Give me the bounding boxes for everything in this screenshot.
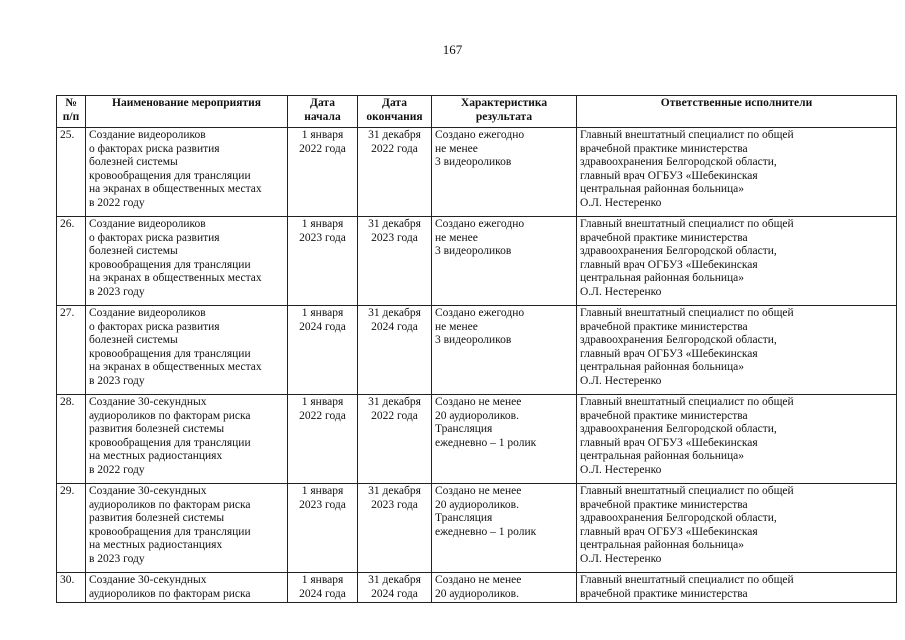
text-line: о факторах риска развития	[89, 142, 220, 155]
text-line: болезней системы	[89, 156, 178, 169]
text-line: 2024 года	[371, 587, 418, 600]
table-row	[57, 484, 897, 573]
responsible-cell	[577, 484, 897, 573]
text-line: главный врач ОГБУЗ «Шебекинская	[580, 436, 758, 449]
text-line: 3 видеороликов	[435, 156, 512, 169]
text-line: болезней системы	[89, 245, 178, 258]
text-line: Создано не менее	[435, 574, 522, 586]
text-line: Трансляция	[435, 512, 493, 525]
header-result	[432, 96, 577, 128]
table-body	[57, 128, 897, 603]
end-date-cell	[358, 306, 432, 395]
text-line: 31 декабря	[368, 485, 421, 497]
text-line: 31 декабря	[368, 129, 421, 141]
text-line: здравоохранения Белгородской области,	[580, 512, 777, 525]
text-line: 31 декабря	[368, 574, 421, 586]
text-line: Создание 30-секундных	[89, 396, 207, 408]
table-row	[57, 306, 897, 395]
text-line: кровообращения для трансляции	[89, 258, 251, 271]
text-line: на экранах в общественных местах	[89, 183, 262, 196]
text-line: Главный внештатный специалист по общей	[580, 396, 794, 408]
text-line: аудиороликов по факторам риска	[89, 498, 251, 511]
event-name-cell	[86, 306, 288, 395]
event-name-cell	[86, 573, 288, 603]
text-line: развития болезней системы	[89, 423, 225, 436]
text-line: 31 декабря	[368, 396, 421, 408]
text-line: в 2023 году	[89, 285, 145, 298]
text-line: 2022 года	[371, 142, 418, 155]
text-line: Ответственные исполнители	[660, 97, 813, 109]
text-line: не менее	[435, 320, 478, 333]
text-line: Создано не менее	[435, 396, 522, 408]
result-cell	[432, 484, 577, 573]
text-line: 1 января	[301, 485, 344, 497]
row-number-cell: 29.	[57, 484, 86, 573]
text-line: 2022 года	[299, 409, 346, 422]
text-line: центральная районная больница»	[580, 450, 745, 463]
text-line: не менее	[435, 142, 478, 155]
text-line: Создано ежегодно	[435, 218, 525, 230]
text-line: Наименование мероприятия	[112, 97, 261, 109]
text-line: здравоохранения Белгородской области,	[580, 245, 777, 258]
text-line: в 2023 году	[89, 374, 145, 387]
text-line: врачебной практике министерства	[580, 409, 748, 422]
text-line: Создание видеороликов	[89, 218, 206, 230]
text-line: здравоохранения Белгородской области,	[580, 334, 777, 347]
text-line: ежедневно – 1 ролик	[435, 436, 537, 449]
text-line: 2023 года	[299, 231, 346, 244]
result-cell	[432, 573, 577, 603]
header-responsible	[577, 96, 897, 128]
text-line: на местных радиостанциях	[89, 450, 223, 463]
text-line: центральная районная больница»	[580, 539, 745, 552]
text-line: ежедневно – 1 ролик	[435, 525, 537, 538]
text-line: врачебной практике министерства	[580, 498, 748, 511]
text-line: о факторах риска развития	[89, 231, 220, 244]
text-line: Главный внештатный специалист по общей	[580, 307, 794, 319]
text-line: кровообращения для трансляции	[89, 347, 251, 360]
text-line: врачебной практике министерства	[580, 231, 748, 244]
table-header-row	[57, 96, 897, 128]
text-line: Создание 30-секундных	[89, 574, 207, 586]
events-table	[56, 95, 897, 603]
text-line: на экранах в общественных местах	[89, 272, 262, 285]
result-cell	[432, 395, 577, 484]
text-line: 20 аудиороликов.	[435, 498, 519, 511]
text-line: главный врач ОГБУЗ «Шебекинская	[580, 169, 758, 182]
text-line: О.Л. Нестеренко	[580, 463, 662, 476]
text-line: Трансляция	[435, 423, 493, 436]
row-number-cell: 28.	[57, 395, 86, 484]
end-date-cell	[358, 395, 432, 484]
row-number-cell: 30.	[57, 573, 86, 603]
text-line: О.Л. Нестеренко	[580, 552, 662, 565]
row-number-cell: 26.	[57, 217, 86, 306]
text-line: 2023 года	[371, 231, 418, 244]
responsible-cell	[577, 128, 897, 217]
start-date-cell	[288, 484, 358, 573]
text-line: врачебной практике министерства	[580, 320, 748, 333]
text-line: 20 аудиороликов.	[435, 587, 519, 600]
event-name-cell	[86, 217, 288, 306]
start-date-cell	[288, 395, 358, 484]
text-line: центральная районная больница»	[580, 272, 745, 285]
responsible-cell	[577, 395, 897, 484]
text-line: 31 декабря	[368, 218, 421, 230]
end-date-cell	[358, 217, 432, 306]
text-line: Характеристика	[460, 97, 548, 109]
text-line: 2022 года	[371, 409, 418, 422]
text-line: Создание видеороликов	[89, 129, 206, 141]
text-line: п/п	[62, 110, 80, 123]
row-number-cell: 25.	[57, 128, 86, 217]
text-line: на местных радиостанциях	[89, 539, 223, 552]
text-line: №	[65, 97, 77, 109]
result-cell	[432, 217, 577, 306]
header-name	[86, 96, 288, 128]
text-line: Создание 30-секундных	[89, 485, 207, 497]
text-line: 1 января	[301, 307, 344, 319]
text-line: главный врач ОГБУЗ «Шебекинская	[580, 258, 758, 271]
text-line: аудиороликов по факторам риска	[89, 587, 251, 600]
header-num	[57, 96, 86, 128]
text-line: на экранах в общественных местах	[89, 361, 262, 374]
text-line: о факторах риска развития	[89, 320, 220, 333]
text-line: Дата	[310, 97, 335, 109]
responsible-cell	[577, 306, 897, 395]
text-line: развития болезней системы	[89, 512, 225, 525]
text-line: здравоохранения Белгородской области,	[580, 156, 777, 169]
text-line: Главный внештатный специалист по общей	[580, 218, 794, 230]
text-line: Создание видеороликов	[89, 307, 206, 319]
text-line: 2023 года	[299, 498, 346, 511]
result-cell	[432, 128, 577, 217]
text-line: Дата	[382, 97, 407, 109]
row-number-cell: 27.	[57, 306, 86, 395]
end-date-cell	[358, 573, 432, 603]
result-cell	[432, 306, 577, 395]
text-line: Создано не менее	[435, 485, 522, 497]
text-line: 1 января	[301, 129, 344, 141]
text-line: Создано ежегодно	[435, 307, 525, 319]
text-line: кровообращения для трансляции	[89, 525, 251, 538]
table-row	[57, 217, 897, 306]
header-start-date	[288, 96, 358, 128]
text-line: 31 декабря	[368, 307, 421, 319]
text-line: Создано ежегодно	[435, 129, 525, 141]
text-line: 2024 года	[371, 320, 418, 333]
text-line: главный врач ОГБУЗ «Шебекинская	[580, 347, 758, 360]
text-line: Главный внештатный специалист по общей	[580, 485, 794, 497]
text-line: 1 января	[301, 574, 344, 586]
text-line: аудиороликов по факторам риска	[89, 409, 251, 422]
text-line: результата	[475, 110, 533, 123]
table-row	[57, 128, 897, 217]
text-line: врачебной практике министерства	[580, 142, 748, 155]
text-line: в 2022 году	[89, 196, 145, 209]
text-line: Главный внештатный специалист по общей	[580, 129, 794, 141]
start-date-cell	[288, 306, 358, 395]
text-line: начала	[304, 110, 341, 123]
start-date-cell	[288, 573, 358, 603]
text-line: 2024 года	[299, 587, 346, 600]
table-row	[57, 573, 897, 603]
text-line: болезней системы	[89, 334, 178, 347]
text-line: здравоохранения Белгородской области,	[580, 423, 777, 436]
text-line: не менее	[435, 231, 478, 244]
text-line: в 2023 году	[89, 552, 145, 565]
responsible-cell	[577, 573, 897, 603]
text-line: 2023 года	[371, 498, 418, 511]
text-line: врачебной практике министерства	[580, 587, 748, 600]
text-line: О.Л. Нестеренко	[580, 374, 662, 387]
text-line: кровообращения для трансляции	[89, 169, 251, 182]
text-line: центральная районная больница»	[580, 361, 745, 374]
page-number: 167	[442, 42, 463, 57]
event-name-cell	[86, 484, 288, 573]
start-date-cell	[288, 128, 358, 217]
text-line: кровообращения для трансляции	[89, 436, 251, 449]
text-line: О.Л. Нестеренко	[580, 196, 662, 209]
text-line: 2024 года	[299, 320, 346, 333]
end-date-cell	[358, 128, 432, 217]
text-line: 3 видеороликов	[435, 245, 512, 258]
text-line: 1 января	[301, 396, 344, 408]
text-line: 20 аудиороликов.	[435, 409, 519, 422]
event-name-cell	[86, 395, 288, 484]
text-line: 2022 года	[299, 142, 346, 155]
text-line: 1 января	[301, 218, 344, 230]
text-line: центральная районная больница»	[580, 183, 745, 196]
text-line: 3 видеороликов	[435, 334, 512, 347]
header-end-date	[358, 96, 432, 128]
start-date-cell	[288, 217, 358, 306]
text-line: в 2022 году	[89, 463, 145, 476]
responsible-cell	[577, 217, 897, 306]
text-line: окончания	[366, 110, 423, 123]
text-line: главный врач ОГБУЗ «Шебекинская	[580, 525, 758, 538]
table-row	[57, 395, 897, 484]
text-line: О.Л. Нестеренко	[580, 285, 662, 298]
end-date-cell	[358, 484, 432, 573]
text-line: Главный внештатный специалист по общей	[580, 574, 794, 586]
event-name-cell	[86, 128, 288, 217]
